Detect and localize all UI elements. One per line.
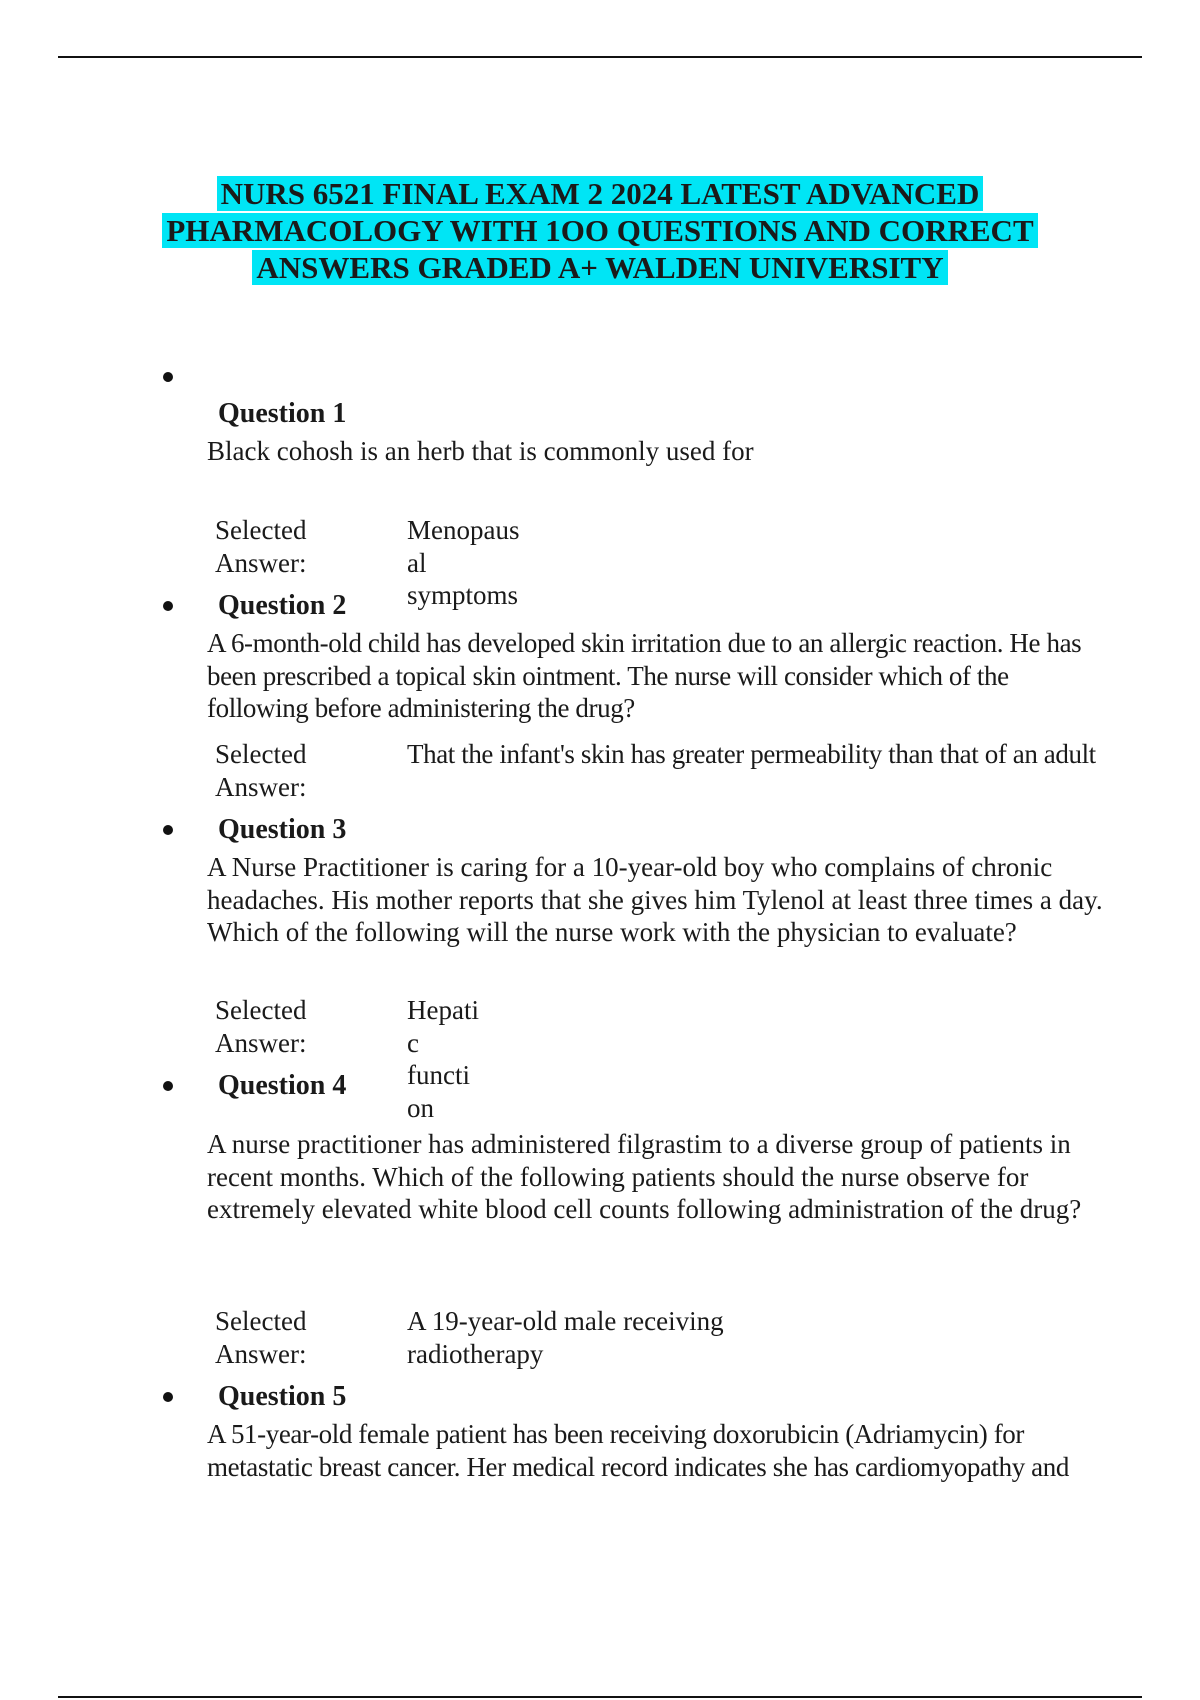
answer-line: on (407, 1092, 434, 1123)
bullet-icon (163, 372, 173, 382)
bullet-icon (163, 825, 173, 835)
question-text: A 6-month-old child has developed skin irritation due to an allergic reaction. He has been prescribed a topical skin ointment. The nurse will consider which of the following before administering the drug? (207, 628, 1082, 723)
answer-line: al (407, 547, 427, 578)
bullet-icon (163, 1081, 173, 1091)
answer-line: radiotherapy (407, 1338, 544, 1369)
question-heading: Question 2 (218, 590, 347, 621)
selected-answer-label: Selected Answer: (215, 995, 307, 1058)
answer-line: Menopaus (407, 515, 520, 545)
selected-answer-label: Selected Answer: (215, 739, 307, 802)
answer-line: c (407, 1027, 419, 1058)
title-highlight: NURS 6521 FINAL EXAM 2 2024 LATEST ADVANCED PHARMACOLOGY WITH 1OO QUESTIONS AND CORRECT ANSWERS GRADED A+ WALDEN UNIVERSITY (162, 176, 1037, 285)
document-title (140, 175, 1060, 286)
question-heading: Question 5 (218, 1381, 347, 1412)
bullet-icon (163, 1392, 173, 1402)
question-heading: Question 4 (218, 1070, 347, 1101)
selected-answer-label: Selected Answer: (215, 515, 307, 578)
question-text: A nurse practitioner has administered filgrastim to a diverse group of patients in recent months. Which of the following patients should the nurse observe for extremely elevated white blood cell counts following administration of the drug? (207, 1129, 1082, 1224)
question-text: Black cohosh is an herb that is commonly used for (207, 436, 754, 466)
answer-line: functi (407, 1060, 470, 1090)
bottom-rule (58, 1696, 1142, 1698)
top-rule (58, 56, 1142, 58)
selected-answer (407, 514, 519, 612)
selected-answer (407, 994, 479, 1124)
answer-line: symptoms (407, 580, 519, 610)
selected-answer-label: Selected Answer: (215, 1306, 307, 1369)
question-text: A Nurse Practitioner is caring for a 10-year-old boy who complains of chronic headaches. His mother reports that she gives him Tylenol at least three times a day. Which of the following will the nurse work with the physician to evaluate? (207, 852, 1103, 947)
bullet-icon (163, 601, 173, 611)
selected-answer: That the infant's skin has greater permeability than that of an adult (407, 739, 1096, 769)
question-text: A 51-year-old female patient has been receiving doxorubicin (Adriamycin) for metastatic breast cancer. Her medical record indicates she has cardiomyopathy and (207, 1419, 1069, 1482)
answer-line: A 19-year-old male receiving (407, 1306, 724, 1336)
question-heading: Question 3 (218, 814, 347, 845)
question-heading: Question 1 (218, 398, 347, 429)
selected-answer (407, 1305, 724, 1370)
answer-line: Hepati (407, 995, 479, 1025)
